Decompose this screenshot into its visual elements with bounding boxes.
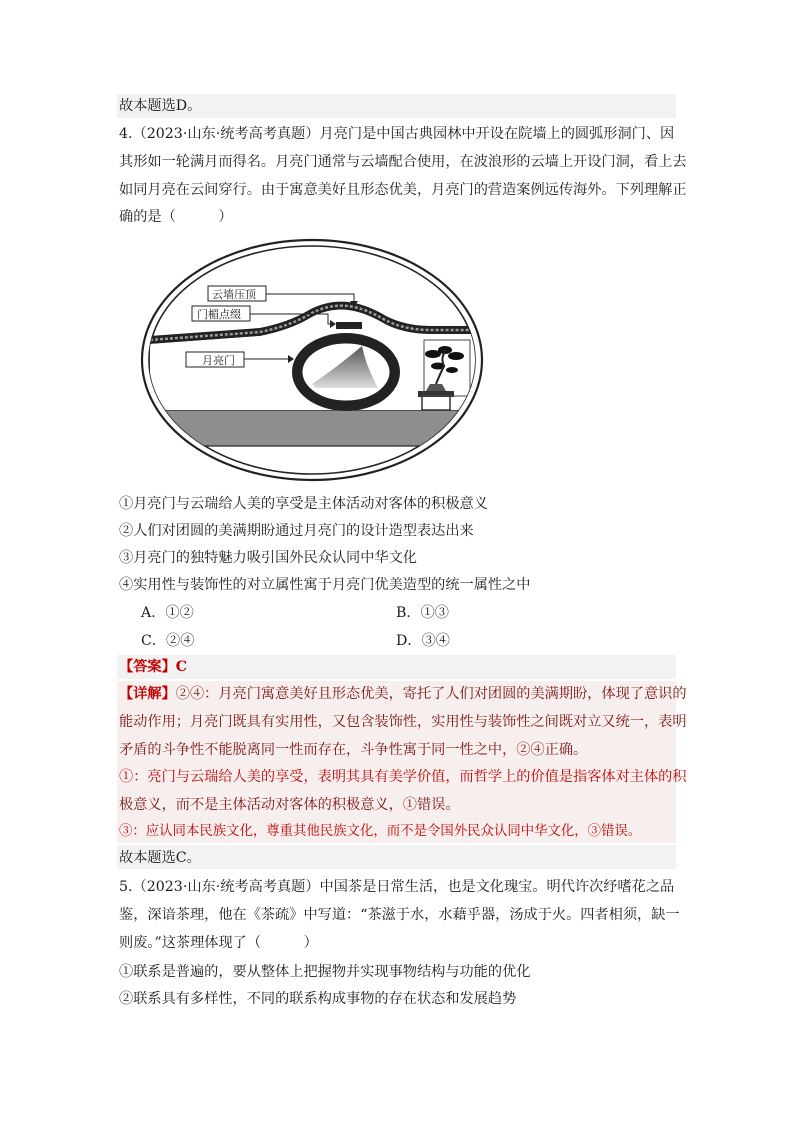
detail-label: 【详解】 bbox=[119, 686, 176, 702]
q5-stem-line-2: 鉴，深谙茶理，他在《茶疏》中写道：“茶滋于水，水藉乎器，汤成于火。四者相须，缺一 bbox=[119, 907, 680, 923]
plant-stand bbox=[422, 396, 450, 410]
detail-line-3: 矛盾的斗争性不能脱离同一性而存在，斗争性寓于同一性之中，②④正确。 bbox=[119, 742, 588, 758]
q4-option-b[interactable]: B．①③ bbox=[396, 605, 449, 621]
q5-stem-line-1: 5.（2023·山东·统考高考真题）中国茶是日常生活，也是文化瑰宝。明代许次纾嗜花之品 bbox=[119, 879, 675, 895]
shaded-band bbox=[117, 655, 676, 679]
prev-conclusion: 故本题选D。 bbox=[119, 98, 202, 114]
detail-text-1: ②④：月亮门寓意美好且形态优美，寄托了人们对团圆的美满期盼，体现了意识的 bbox=[175, 686, 687, 702]
label-cloud-wall: 云墙压顶 bbox=[212, 289, 256, 301]
q4-stem-line-4: 确的是（ ） bbox=[119, 209, 233, 225]
q4-statement-4: ④实用性与装饰性的对立属性寓于月亮门优美造型的统一属性之中 bbox=[119, 577, 531, 593]
q4-stem-line-3: 如同月亮在云间穿行。由于寓意美好且形态优美，月亮门的营造案例远传海外。下列理解正 bbox=[119, 182, 687, 198]
q5-statement-1: ①联系是普遍的，要从整体上把握物并实现事物结构与功能的优化 bbox=[119, 964, 531, 980]
q4-option-c[interactable]: C．②④ bbox=[141, 633, 195, 649]
q4-statement-2: ②人们对团圆的美满期盼通过月亮门的设计造型表达出来 bbox=[119, 523, 474, 539]
answer-value: C bbox=[175, 659, 188, 675]
q4-stem-line-1: 4.（2023·山东·统考高考真题）月亮门是中国古典园林中开设在院墙上的圆弧形洞门、因 bbox=[119, 126, 675, 142]
detail-line-1 bbox=[119, 684, 687, 704]
q4-conclusion: 故本题选C。 bbox=[119, 850, 201, 866]
lintel-block bbox=[336, 322, 362, 329]
q4-statement-3: ③月亮门的独特魅力吸引国外民众认同中华文化 bbox=[119, 550, 417, 566]
analysis-1-line-1: ①：亮门与云瑞给人美的享受，表明其具有美学价值，而哲学上的价值是指客体对主体的积 bbox=[119, 769, 687, 785]
q4-option-d[interactable]: D．③④ bbox=[396, 633, 450, 649]
label-moon-gate: 月亮门 bbox=[202, 355, 235, 367]
label-lintel: 门楣点缀 bbox=[197, 309, 241, 321]
q4-stem-line-2: 其形如一轮满月而得名。月亮门通常与云墙配合使用，在波浪形的云墙上开设门洞，看上去 bbox=[119, 154, 687, 170]
analysis-1-line-2: 极意义，而不是主体活动对客体的积极意义，①错误。 bbox=[119, 797, 460, 813]
q5-stem-line-3: 则废。”这茶理体现了（ ） bbox=[119, 935, 318, 951]
q4-option-a[interactable]: A．①② bbox=[141, 605, 194, 621]
answer-line bbox=[119, 657, 187, 677]
q4-statement-1: ①月亮门与云瑞给人美的享受是主体活动对客体的积极意义 bbox=[119, 496, 488, 512]
detail-line-2: 能动作用；月亮门既具有实用性，又包含装饰性，实用性与装饰性之间既对立又统一，表明 bbox=[119, 714, 687, 730]
moon-gate-figure bbox=[140, 238, 485, 483]
analysis-3: ③：应认同本民族文化，尊重其他民族文化，而不是令国外民众认同中华文化，③错误。 bbox=[119, 824, 642, 839]
answer-label: 【答案】 bbox=[119, 659, 176, 675]
q5-statement-2: ②联系具有多样性，不同的联系构成事物的存在状态和发展趋势 bbox=[119, 991, 517, 1007]
moon-gate-illustration bbox=[140, 238, 485, 483]
